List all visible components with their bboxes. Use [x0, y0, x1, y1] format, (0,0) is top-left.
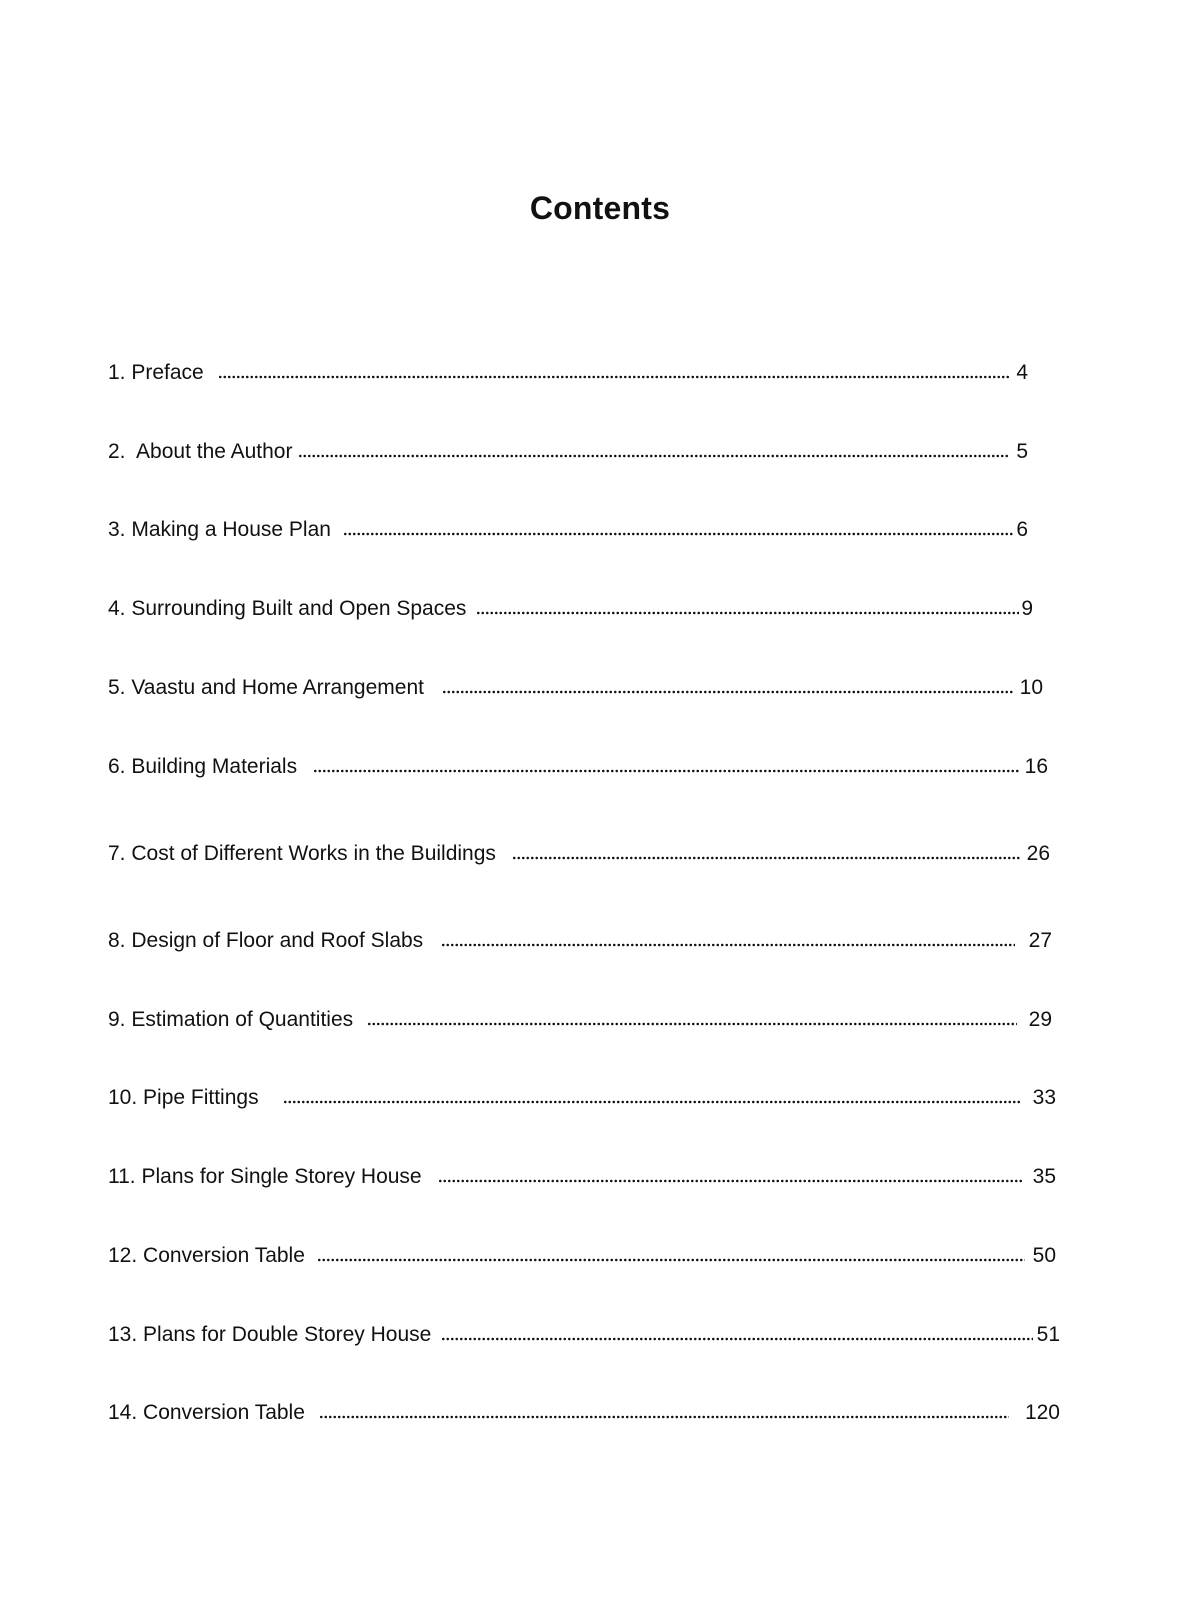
toc-entry-page: 5	[1016, 440, 1028, 463]
toc-entry-page: 9	[1021, 597, 1033, 620]
dot-leader	[441, 940, 1014, 950]
toc-entry-label: 8. Design of Floor and Roof Slabs	[108, 929, 424, 952]
toc-entry[interactable]	[108, 752, 1048, 782]
toc-entry[interactable]	[108, 926, 1052, 956]
toc-entry-page: 51	[1036, 1323, 1060, 1346]
dot-leader	[218, 372, 1011, 382]
toc-entry[interactable]	[108, 839, 1050, 869]
toc-entry-page: 16	[1024, 755, 1048, 778]
toc-entry-label: 14. Conversion Table	[108, 1401, 305, 1424]
toc-entry-page: 10	[1019, 676, 1043, 699]
dot-leader	[283, 1097, 1021, 1107]
dot-leader	[317, 1255, 1025, 1265]
toc-entry[interactable]	[108, 594, 1033, 624]
toc-entry[interactable]	[108, 358, 1028, 388]
toc-entry-label: 12. Conversion Table	[108, 1244, 305, 1267]
dot-leader	[512, 853, 1021, 863]
toc-entry-page: 6	[1016, 518, 1028, 541]
dot-leader	[438, 1176, 1023, 1186]
toc-entry-label: 9. Estimation of Quantities	[108, 1008, 354, 1031]
toc-entry-page: 35	[1032, 1165, 1056, 1188]
toc-entry-page: 4	[1016, 361, 1028, 384]
toc-entry-page: 33	[1032, 1086, 1056, 1109]
toc-entry[interactable]	[108, 1083, 1056, 1113]
toc-entry-page: 50	[1032, 1244, 1056, 1267]
toc-entry[interactable]	[108, 673, 1043, 703]
toc-entry[interactable]	[108, 1241, 1056, 1271]
toc-entry-page: 120	[1024, 1401, 1060, 1424]
toc-entry-page: 26	[1026, 842, 1050, 865]
page-title: Contents	[529, 190, 671, 226]
dot-leader	[367, 1019, 1017, 1029]
toc-entry[interactable]	[108, 1398, 1060, 1428]
toc-entry[interactable]	[108, 515, 1028, 545]
dot-leader	[298, 451, 1010, 461]
toc-entry-label: 5. Vaastu and Home Arrangement	[108, 676, 424, 699]
dot-leader	[319, 1412, 1009, 1422]
dot-leader	[343, 529, 1014, 539]
dot-leader	[441, 1334, 1032, 1344]
toc-entry-label: 10. Pipe Fittings	[108, 1086, 259, 1109]
toc-entry-page: 29	[1028, 1008, 1052, 1031]
toc-entry-label: 2. About the Author	[108, 440, 293, 463]
dot-leader	[313, 766, 1019, 776]
toc-entry-label: 1. Preface	[108, 361, 204, 384]
toc-entry[interactable]	[108, 1320, 1060, 1350]
toc-entry[interactable]	[108, 437, 1028, 467]
toc-entry-label: 3. Making a House Plan	[108, 518, 331, 541]
dot-leader	[442, 687, 1014, 697]
toc-entry-label: 4. Surrounding Built and Open Spaces	[108, 597, 467, 620]
toc-entry-label: 7. Cost of Different Works in the Buildings	[108, 842, 496, 865]
toc-entry-label: 6. Building Materials	[108, 755, 298, 778]
toc-entry-page: 27	[1028, 929, 1052, 952]
toc-entry-label: 11. Plans for Single Storey House	[108, 1165, 422, 1188]
dot-leader	[476, 608, 1019, 618]
toc-entry[interactable]	[108, 1162, 1056, 1192]
toc-entry[interactable]	[108, 1005, 1052, 1035]
toc-entry-label: 13. Plans for Double Storey House	[108, 1323, 432, 1346]
